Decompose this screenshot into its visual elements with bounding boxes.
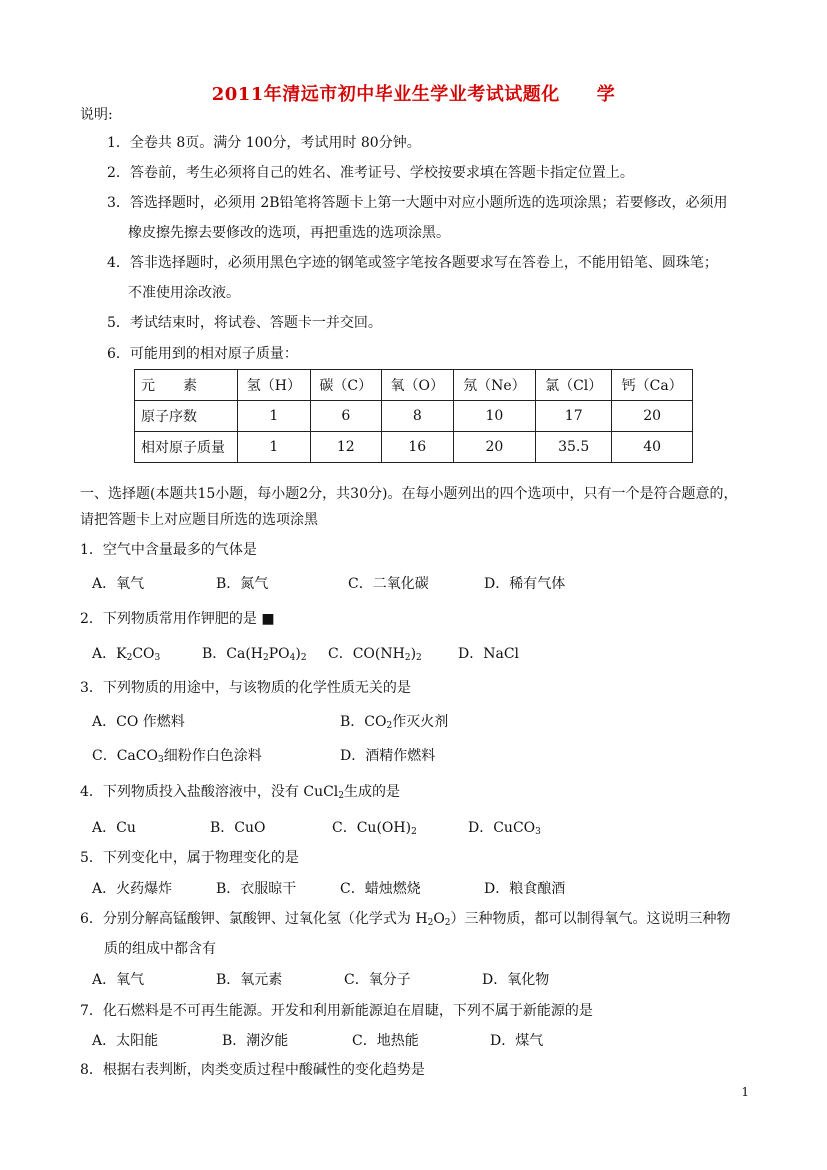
question-7-stem: 7．化石燃料是不可再生能源。开发和利用新能源迫在眉睫，下列不属于新能源的是 bbox=[80, 1003, 593, 1019]
q7-option-d: D．煤气 bbox=[490, 1033, 544, 1049]
instruction-4: 4．答非选择题时，必须用黑色字迹的钢笔或签字笔按各题要求写在答卷上，不能用铅笔、圆珠笔； bbox=[107, 255, 718, 271]
instruction-5: 5．考试结束时，将试卷、答题卡一并交回。 bbox=[107, 315, 382, 331]
table-cell: 氖（Ne） bbox=[453, 370, 535, 401]
q3-option-b: B．$CO_2$作灭火剂 bbox=[340, 714, 449, 731]
instruction-4-cont: 不准使用涂改液。 bbox=[128, 285, 240, 301]
q6-option-c: C．氧分子 bbox=[344, 972, 411, 988]
q4-option-a: A．Cu bbox=[92, 820, 136, 836]
instruction-6: 6．可能用到的相对原子质量： bbox=[107, 346, 298, 362]
q5-option-c: C．蜡烛燃烧 bbox=[340, 881, 421, 897]
table-cell: 20 bbox=[612, 401, 693, 432]
table-cell: 12 bbox=[310, 432, 381, 463]
table-cell: 1 bbox=[238, 432, 311, 463]
table-cell: 16 bbox=[381, 432, 453, 463]
q6-option-b: B．氧元素 bbox=[216, 972, 283, 988]
q7-option-b: B．潮汐能 bbox=[222, 1033, 289, 1049]
q7-option-c: C．地热能 bbox=[352, 1033, 419, 1049]
q4-option-c: C．$Cu(OH)_2$ bbox=[332, 820, 417, 837]
question-8-stem: 8．根据右表判断，肉类变质过程中酸碱性的变化趋势是 bbox=[80, 1062, 425, 1078]
q5-option-b: B．衣服晾干 bbox=[216, 881, 297, 897]
atomic-mass-table bbox=[134, 369, 693, 463]
q3-option-c: C．CaCO$_3$细粉作白色涂料 bbox=[92, 748, 262, 765]
table-cell: 1 bbox=[238, 401, 311, 432]
instruction-1: 1．全卷共 8页。满分 100分，考试用时 80分钟。 bbox=[107, 135, 421, 151]
instruction-3: 3．答选择题时，必须用 2B铅笔将答题卡上第一大题中对应小题所选的选项涂黑；若要修改，必须用 bbox=[107, 195, 728, 211]
table-cell: 40 bbox=[612, 432, 693, 463]
intro-heading: 说明: bbox=[80, 107, 113, 123]
table-cell: 氢（H） bbox=[238, 370, 311, 401]
q3-option-d: D．酒精作燃料 bbox=[340, 748, 436, 764]
question-4-stem: 4．下列物质投入盐酸溶液中，没有 CuCl$_2$生成的是 bbox=[80, 784, 401, 801]
question-2-stem: 2．下列物质常用作钾肥的是 ■ bbox=[80, 611, 275, 627]
q1-option-b: B．氮气 bbox=[216, 576, 269, 592]
table-cell: 元 素 bbox=[135, 370, 238, 401]
instruction-2: 2．答卷前，考生必须将自己的姓名、准考证号、学校按要求填在答题卡指定位置上。 bbox=[107, 165, 634, 181]
q4-option-d: D．CuCO$_3$ bbox=[468, 820, 541, 837]
section-heading: 一、选择题(本题共15小题，每小题2分，共30分)。在每小题列出的四个选项中，只有一个是符合题意的， bbox=[80, 486, 738, 502]
q3-option-a: A．CO 作燃料 bbox=[92, 714, 185, 730]
table-cell: 35.5 bbox=[536, 432, 612, 463]
table-row bbox=[135, 432, 693, 463]
table-cell: 17 bbox=[536, 401, 612, 432]
page-title: 2011年清远市初中毕业生学业考试试题化 学 bbox=[211, 84, 616, 105]
table-cell: 8 bbox=[381, 401, 453, 432]
q1-option-c: C．二氧化碳 bbox=[348, 576, 429, 592]
section-heading-cont: 请把答题卡上对应题目所选的选项涂黑 bbox=[80, 512, 318, 528]
q1-option-d: D．稀有气体 bbox=[484, 576, 566, 592]
page-number: 1 bbox=[741, 1085, 749, 1099]
q6-option-a: A．氧气 bbox=[92, 972, 145, 988]
instruction-3-cont: 橡皮擦先擦去要修改的选项，再把重选的选项涂黑。 bbox=[128, 225, 450, 241]
question-6-stem-cont: 质的组成中都含有 bbox=[104, 941, 216, 957]
table-cell: 10 bbox=[453, 401, 535, 432]
question-5-stem: 5．下列变化中，属于物理变化的是 bbox=[80, 850, 299, 866]
q2-option-b: B．$Ca(H_2PO_4)_2$ bbox=[202, 646, 307, 663]
question-1-stem: 1．空气中含量最多的气体是 bbox=[80, 542, 257, 558]
table-cell: 原子序数 bbox=[135, 401, 238, 432]
q6-option-d: D．氧化物 bbox=[482, 972, 550, 988]
question-6-stem: 6．分别分解高锰酸钾、氯酸钾、过氧化氢（化学式为 $H_2O_2$）三种物质，都可以制得氧气。这说明三种物 bbox=[80, 911, 731, 928]
table-cell: 钙（Ca） bbox=[612, 370, 693, 401]
table-cell: 氯（Cl） bbox=[536, 370, 612, 401]
q5-option-a: A．火药爆炸 bbox=[92, 881, 173, 897]
q2-option-c: C．$CO(NH_2)_2$ bbox=[328, 646, 422, 663]
table-header-row bbox=[135, 370, 693, 401]
q1-option-a: A．氧气 bbox=[92, 576, 145, 592]
q5-option-d: D．粮食酿酒 bbox=[484, 881, 566, 897]
table-cell: 氧（O） bbox=[381, 370, 453, 401]
q7-option-a: A．太阳能 bbox=[92, 1033, 159, 1049]
table-row bbox=[135, 401, 693, 432]
question-3-stem: 3．下列物质的用途中，与该物质的化学性质无关的是 bbox=[80, 680, 411, 696]
table-cell: 6 bbox=[310, 401, 381, 432]
q2-option-a: A．$K_2CO_3$ bbox=[92, 646, 161, 663]
table-cell: 相对原子质量 bbox=[135, 432, 238, 463]
table-cell: 20 bbox=[453, 432, 535, 463]
q2-option-d: D．NaCl bbox=[458, 646, 520, 662]
q4-option-b: B．CuO bbox=[210, 820, 266, 836]
table-cell: 碳（C） bbox=[310, 370, 381, 401]
